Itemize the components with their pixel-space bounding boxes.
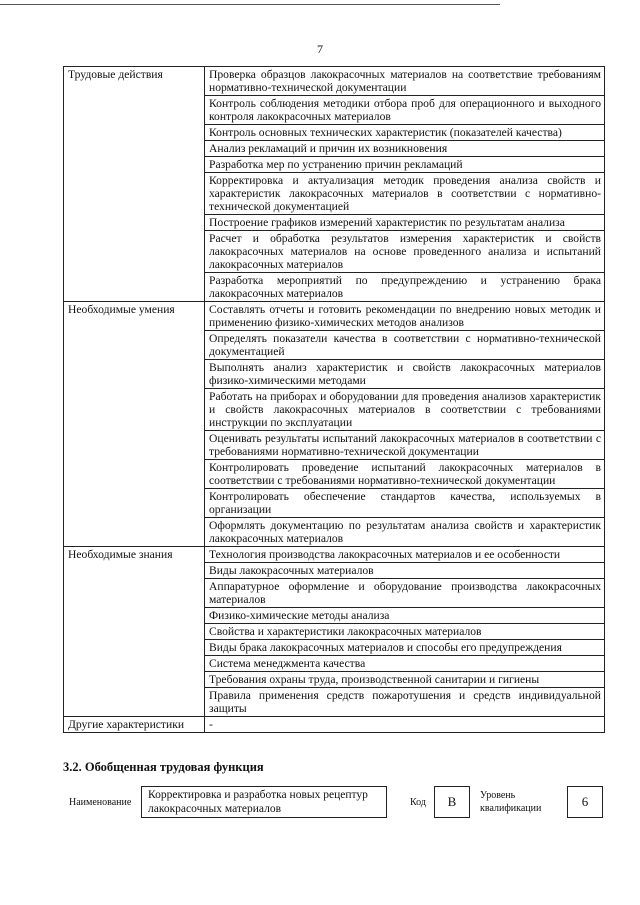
code-value-box: В <box>434 786 470 818</box>
item-cell: Свойства и характеристики лакокрасочных материалов <box>205 624 605 640</box>
item-cell: Виды брака лакокрасочных материалов и способы его предупреждения <box>205 640 605 656</box>
item-cell: Корректировка и актуализация методик проведения анализа свойств и характеристик лакокрасочных материалов в соответствии с нормативно-технической документацией <box>205 173 605 215</box>
item-cell: Разработка мероприятий по предупреждению и устранению брака лакокрасочных материалов <box>205 273 605 302</box>
item-cell: Требования охраны труда, производственной санитарии и гигиены <box>205 672 605 688</box>
item-cell: - <box>205 717 605 733</box>
item-cell: Разработка мер по устранению причин рекламаций <box>205 157 605 173</box>
code-label: Код <box>410 797 426 808</box>
item-cell: Составлять отчеты и готовить рекомендации по внедрению новых методик и применению физико-химических методов анализов <box>205 302 605 331</box>
item-cell: Определять показатели качества в соответствии с нормативно-технической документацией <box>205 331 605 360</box>
name-label: Наименование <box>69 797 132 808</box>
category-cell: Другие характеристики <box>64 717 205 733</box>
category-cell: Необходимые умения <box>64 302 205 547</box>
item-cell: Правила применения средств пожаротушения и средств индивидуальной защиты <box>205 688 605 717</box>
category-cell: Необходимые знания <box>64 547 205 717</box>
item-cell: Контроль основных технических характеристик (показателей качества) <box>205 125 605 141</box>
item-cell: Анализ рекламаций и причин их возникновения <box>205 141 605 157</box>
table-row <box>64 547 605 563</box>
item-cell: Аппаратурное оформление и оборудование производства лакокрасочных материалов <box>205 579 605 608</box>
item-cell: Выполнять анализ характеристик и свойств лакокрасочных материалов физико-химическими методами <box>205 360 605 389</box>
item-cell: Технология производства лакокрасочных материалов и ее особенности <box>205 547 605 563</box>
item-cell: Контролировать обеспечение стандартов качества, используемых в организации <box>205 489 605 518</box>
item-cell: Контроль соблюдения методики отбора проб для операционного и выходного контроля лакокрасочных материалов <box>205 96 605 125</box>
table-row <box>64 302 605 331</box>
item-cell: Оценивать результаты испытаний лакокрасочных материалов в соответствии с требованиями нормативно-технической документации <box>205 431 605 460</box>
item-cell: Проверка образцов лакокрасочных материалов на соответствие требованиям нормативно-технической документации <box>205 67 605 96</box>
item-cell: Виды лакокрасочных материалов <box>205 563 605 579</box>
name-value-box: Корректировка и разработка новых рецептур лакокрасочных материалов <box>141 786 387 818</box>
table-row <box>64 717 605 733</box>
item-cell: Работать на приборах и оборудовании для проведения анализов характеристик и свойств лакокрасочных материалов в соответствии с требованиями инструкции по эксплуатации <box>205 389 605 431</box>
item-cell: Система менеджмента качества <box>205 656 605 672</box>
qualification-level-label: Уровень квалификации <box>480 790 542 814</box>
qualification-level-box: 6 <box>567 786 603 818</box>
item-cell: Контролировать проведение испытаний лакокрасочных материалов в соответствии с требованиями нормативно-технической документации <box>205 460 605 489</box>
item-cell: Оформлять документацию по результатам анализа свойств и характеристик лакокрасочных материалов <box>205 518 605 547</box>
page-number: 7 <box>317 42 323 56</box>
item-cell: Расчет и обработка результатов измерения характеристик и свойств лакокрасочных материалов на основе проведенного анализа и испытаний лакокрасочных материалов <box>205 231 605 273</box>
labor-functions-table <box>63 66 605 733</box>
category-cell: Трудовые действия <box>64 67 205 302</box>
top-rule <box>0 4 500 5</box>
section-title: 3.2. Обобщенная трудовая функция <box>63 760 264 774</box>
item-cell: Построение графиков измерений характеристик по результатам анализа <box>205 215 605 231</box>
item-cell: Физико-химические методы анализа <box>205 608 605 624</box>
table-row <box>64 67 605 96</box>
